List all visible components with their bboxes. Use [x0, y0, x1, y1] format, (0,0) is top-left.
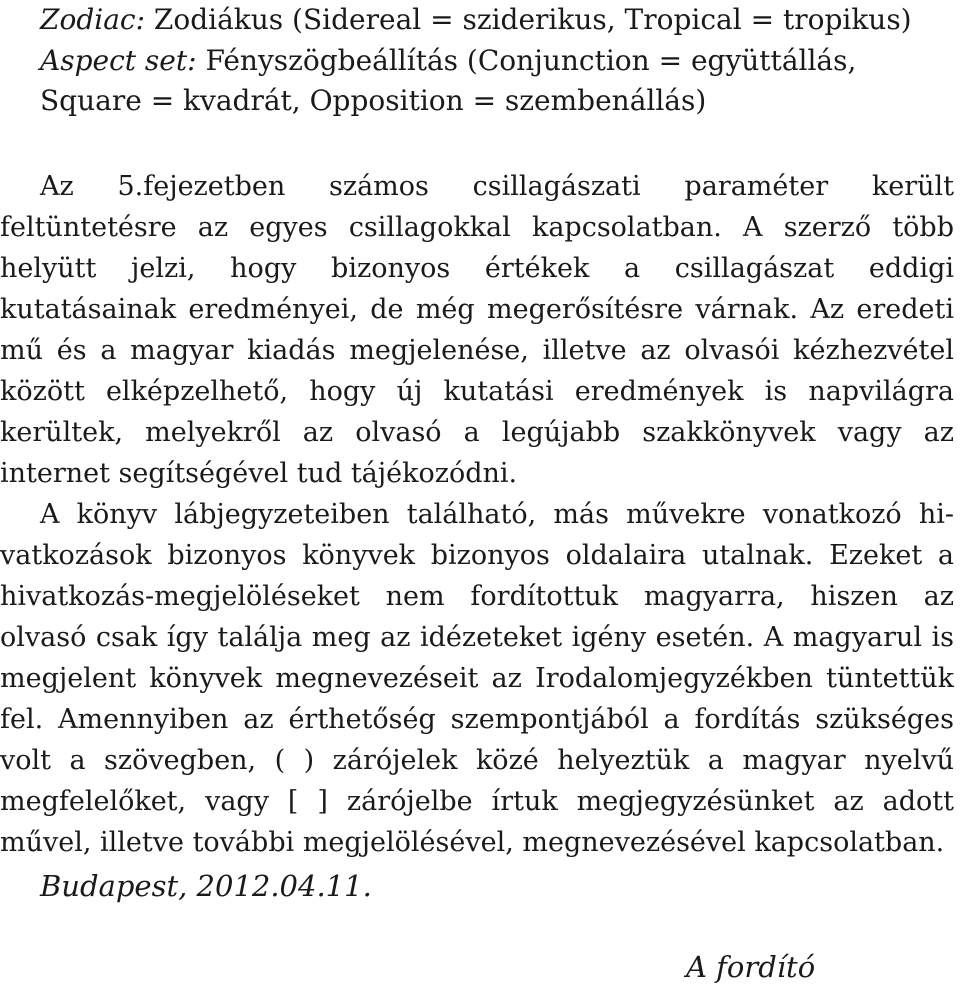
definition-term: Zodiac:: [40, 3, 145, 36]
definitions-block: [40, 0, 930, 122]
definition-text: Fényszögbeállítás (Conjunction = együttállás, Square = kvadrát, Opposition = szembenállás): [40, 43, 857, 117]
definition-aspect-set: [40, 41, 930, 122]
definition-term: Aspect set:: [40, 43, 197, 77]
translator-signature: A fordító: [686, 950, 816, 984]
definition-text: Zodiákus (Sidereal = sziderikus, Tropical = tropikus): [145, 3, 912, 36]
paragraph: Az 5.fejezetben számos csillagászati paraméter került feltüntetésre az egyes csillagokkal kapcsolatban. A szerző több helyütt jelzi, hogy bizonyos értékek a csillagászat eddigi kutatásainak eredményei, de még megerősítésre várnak. Az eredeti mű és a magyar kiadás megjelenése, illetve az olvasói kézhezvétel között elképzelhető, hogy új kutatási eredmények is napvilágra kerültek, melyekről az olvasó a legújabb szakkönyvek vagy az internet segítségével tud tájékozódni.: [0, 171, 954, 489]
place-date-signoff: Budapest, 2012.04.11.: [40, 869, 372, 903]
body-text: [0, 166, 954, 863]
definition-zodiac: [40, 0, 930, 41]
paragraph: A könyv lábjegyzeteiben található, más művekre vonatkozó hivatkozások bizonyos könyvek bizonyos oldalaira utalnak. Ezeket a hivatkozás-megjelöléseket nem fordítottuk magyarra, hiszen az olvasó csak így találja meg az idézeteket igény esetén. A magyarul is megjelent könyvek megnevezéseit az Irodalomjegyzékben tüntettük fel. Amennyiben az érthetőség szempontjából a fordítás szükséges volt a szövegben, ( ) zárójelek közé helyeztük a magyar nyelvű megfelelőket, vagy [ ] zárójelbe írtuk megjegyzésünket az adott művel, illetve további megjelölésével, megnevezésével kapcsolatban.: [0, 499, 954, 858]
